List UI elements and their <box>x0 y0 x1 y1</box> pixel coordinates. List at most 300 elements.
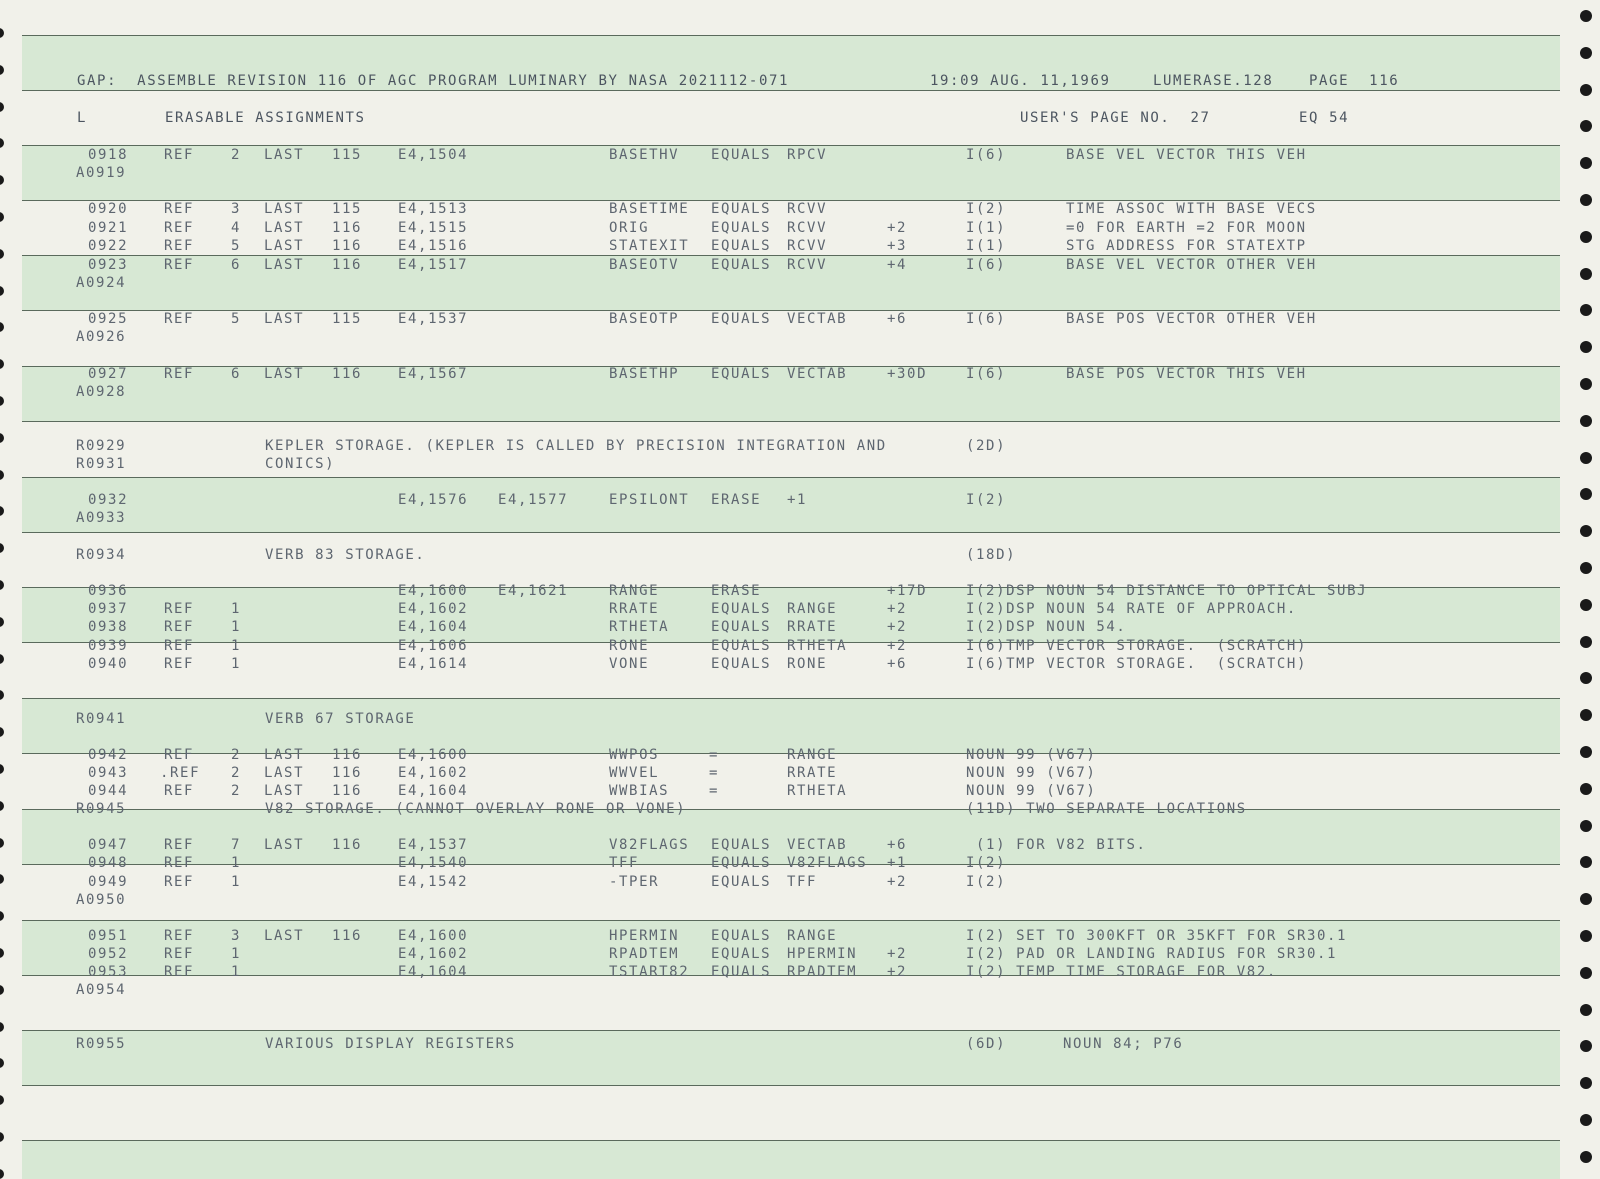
row-operand: RANGE <box>787 747 838 763</box>
row-operand: RANGE <box>787 601 838 617</box>
row-operand: RCVV <box>787 220 828 236</box>
band-rule <box>22 1030 1560 1031</box>
row-type: REF <box>164 311 195 327</box>
row-loc: E4,1515 <box>398 220 469 236</box>
row-refno: 6 <box>231 366 242 382</box>
row-seq: R0931 <box>76 456 127 472</box>
band-rule <box>22 421 1560 422</box>
tractor-hole-icon <box>1580 893 1592 905</box>
row-last: LAST <box>264 783 305 799</box>
row-rev: 116 <box>332 928 363 944</box>
row-op: ERASE <box>711 583 762 599</box>
row-loc: E4,1602 <box>398 601 469 617</box>
tractor-hole-icon <box>0 948 4 958</box>
row-op: = <box>709 783 720 799</box>
row-size: I(2) <box>966 874 1007 890</box>
row-type: REF <box>164 366 195 382</box>
row-offset: +2 <box>887 638 908 654</box>
row-op: EQUALS <box>711 257 772 273</box>
row-size: (2D) <box>966 438 1007 454</box>
row-op: = <box>709 747 720 763</box>
tractor-hole-icon <box>1580 856 1592 868</box>
row-seq: 0922 <box>88 238 129 254</box>
tractor-hole-icon <box>1580 746 1592 758</box>
tractor-hole-icon <box>1580 415 1592 427</box>
row-operand: VECTAB <box>787 366 848 382</box>
row-rev: 116 <box>332 366 363 382</box>
row-comment: BASE VEL VECTOR OTHER VEH <box>1066 257 1317 273</box>
tractor-hole-icon <box>1580 231 1592 243</box>
row-size: I(2) PAD OR LANDING RADIUS FOR SR30.1 <box>966 946 1338 962</box>
tractor-hole-icon <box>0 617 4 627</box>
tractor-hole-icon <box>0 690 4 700</box>
row-size: I(1) <box>966 220 1007 236</box>
tractor-hole-icon <box>0 28 4 38</box>
row-size: (6D) <box>966 1036 1007 1052</box>
row-label: VONE <box>609 656 650 672</box>
row-label: ORIG <box>609 220 650 236</box>
row-offset: +2 <box>887 220 908 236</box>
row-operand: VECTAB <box>787 311 848 327</box>
band-rule <box>22 920 1560 921</box>
row-operand: RTHETA <box>787 783 848 799</box>
tractor-hole-icon <box>0 911 4 921</box>
tractor-hole-icon <box>0 727 4 737</box>
tractor-hole-icon <box>1580 967 1592 979</box>
row-text: VERB 67 STORAGE <box>265 711 416 727</box>
row-loc2: E4,1621 <box>498 583 569 599</box>
row-op: EQUALS <box>711 964 772 980</box>
row-label: V82FLAGS <box>609 837 690 853</box>
row-op: EQUALS <box>711 238 772 254</box>
row-type: REF <box>164 601 195 617</box>
tractor-hole-icon <box>1580 452 1592 464</box>
row-loc: E4,1567 <box>398 366 469 382</box>
row-last: LAST <box>264 220 305 236</box>
row-size: I(1) <box>966 238 1007 254</box>
tractor-hole-icon <box>0 506 4 516</box>
tractor-hole-icon <box>0 286 4 296</box>
tractor-hole-icon <box>1580 1114 1592 1126</box>
row-refno: 3 <box>231 928 242 944</box>
row-type: REF <box>164 147 195 163</box>
row-label: BASETHP <box>609 366 680 382</box>
row-rev: 116 <box>332 238 363 254</box>
row-seq: 0938 <box>88 619 129 635</box>
row-offset: +2 <box>887 874 908 890</box>
row-op: EQUALS <box>711 147 772 163</box>
row-rev: 116 <box>332 783 363 799</box>
tractor-hole-icon <box>0 543 4 553</box>
row-op: = <box>709 765 720 781</box>
row-type: REF <box>164 656 195 672</box>
row-last: LAST <box>264 147 305 163</box>
row-seq: 0953 <box>88 964 129 980</box>
row-refno: 1 <box>231 855 242 871</box>
tractor-hole-icon <box>1580 84 1592 96</box>
row-comment: STG ADDRESS FOR STATEXTP <box>1066 238 1307 254</box>
row-size: (11D) TWO SEPARATE LOCATIONS <box>966 801 1247 817</box>
row-seq: R0945 <box>76 801 127 817</box>
tractor-hole-icon <box>0 322 4 332</box>
row-seq: 0952 <box>88 946 129 962</box>
row-operand: TFF <box>787 874 818 890</box>
row-loc: E4,1614 <box>398 656 469 672</box>
row-loc: E4,1504 <box>398 147 469 163</box>
row-loc: E4,1600 <box>398 583 469 599</box>
row-type: REF <box>164 619 195 635</box>
row-text: VARIOUS DISPLAY REGISTERS <box>265 1036 516 1052</box>
tractor-hole-icon <box>1580 120 1592 132</box>
tractor-hole-icon <box>0 1058 4 1068</box>
band-rule <box>22 90 1560 91</box>
row-seq: A0919 <box>76 165 127 181</box>
row-loc: E4,1602 <box>398 765 469 781</box>
row-label: BASEOTP <box>609 311 680 327</box>
row-seq: 0948 <box>88 855 129 871</box>
row-refno: 2 <box>231 747 242 763</box>
row-offset: +6 <box>887 311 908 327</box>
row-size: I(2) SET TO 300KFT OR 35KFT FOR SR30.1 <box>966 928 1348 944</box>
row-type: REF <box>164 946 195 962</box>
tractor-hole-icon <box>0 764 4 774</box>
row-last: LAST <box>264 238 305 254</box>
row-type: REF <box>164 257 195 273</box>
row-loc: E4,1513 <box>398 201 469 217</box>
row-operand: RONE <box>787 656 828 672</box>
row-operand: +1 <box>787 492 808 508</box>
row-comment: TIME ASSOC WITH BASE VECS <box>1066 201 1317 217</box>
row-op: EQUALS <box>711 855 772 871</box>
row-seq: R0934 <box>76 547 127 563</box>
row-last: LAST <box>264 366 305 382</box>
row-loc: E4,1517 <box>398 257 469 273</box>
row-label: RANGE <box>609 583 660 599</box>
tractor-hole-icon <box>0 1095 4 1105</box>
tractor-hole-icon <box>0 433 4 443</box>
row-operand: RRATE <box>787 619 838 635</box>
tractor-hole-icon <box>1580 1040 1592 1052</box>
row-rev: 116 <box>332 837 363 853</box>
tractor-hole-icon <box>1580 1151 1592 1163</box>
row-refno: 1 <box>231 946 242 962</box>
row-refno: 3 <box>231 201 242 217</box>
band-rule <box>22 477 1560 478</box>
row-loc2: E4,1577 <box>498 492 569 508</box>
header-page-number: PAGE 116 <box>1309 73 1400 89</box>
tractor-hole-icon <box>1580 930 1592 942</box>
row-seq: 0939 <box>88 638 129 654</box>
row-type: REF <box>164 238 195 254</box>
header-assembly-line: GAP: ASSEMBLE REVISION 116 OF AGC PROGRAM LUMINARY BY NASA 2021112-071 <box>77 73 790 89</box>
row-operand: RCVV <box>787 257 828 273</box>
row-seq: 0947 <box>88 837 129 853</box>
subheader-users-page: USER'S PAGE NO. 27 <box>1020 110 1211 126</box>
row-operand: RPCV <box>787 147 828 163</box>
row-offset: +2 <box>887 619 908 635</box>
row-operand: RTHETA <box>787 638 848 654</box>
row-label: -TPER <box>609 874 660 890</box>
tractor-hole-icon <box>1580 562 1592 574</box>
row-size: I(2) <box>966 492 1007 508</box>
row-size: (1) FOR V82 BITS. <box>966 837 1147 853</box>
row-size: I(2)DSP NOUN 54 RATE OF APPROACH. <box>966 601 1297 617</box>
tractor-hole-icon <box>1580 378 1592 390</box>
row-seq: A0933 <box>76 510 127 526</box>
row-offset: +17D <box>887 583 928 599</box>
tractor-hole-icon <box>0 654 4 664</box>
row-text: KEPLER STORAGE. (KEPLER IS CALLED BY PRECISION INTEGRATION AND <box>265 438 887 454</box>
row-label: BASETIME <box>609 201 690 217</box>
green-band <box>22 1140 1560 1179</box>
row-label: RRATE <box>609 601 660 617</box>
row-offset: +6 <box>887 656 908 672</box>
row-comment: NOUN 84; P76 <box>1063 1036 1184 1052</box>
row-seq: R0941 <box>76 711 127 727</box>
row-text: VERB 83 STORAGE. <box>265 547 426 563</box>
row-label: TFF <box>609 855 640 871</box>
row-seq: A0954 <box>76 982 127 998</box>
tractor-hole-icon <box>1580 268 1592 280</box>
row-seq: 0942 <box>88 747 129 763</box>
row-loc: E4,1604 <box>398 619 469 635</box>
tractor-hole-icon <box>0 138 4 148</box>
row-size: I(6)TMP VECTOR STORAGE. (SCRATCH) <box>966 656 1307 672</box>
row-size: I(6) <box>966 366 1007 382</box>
tractor-hole-icon <box>0 985 4 995</box>
tractor-hole-icon <box>0 102 4 112</box>
row-size: I(2) <box>966 855 1007 871</box>
row-label: WWVEL <box>609 765 660 781</box>
row-refno: 6 <box>231 257 242 273</box>
row-refno: 1 <box>231 874 242 890</box>
row-last: LAST <box>264 201 305 217</box>
row-seq: 0920 <box>88 201 129 217</box>
row-label: WWPOS <box>609 747 660 763</box>
row-seq: 0923 <box>88 257 129 273</box>
row-type: REF <box>164 220 195 236</box>
row-size: I(6) <box>966 311 1007 327</box>
header-datetime: 19:09 AUG. 11,1969 <box>930 73 1111 89</box>
row-size: I(6)TMP VECTOR STORAGE. (SCRATCH) <box>966 638 1307 654</box>
tractor-hole-icon <box>1580 1077 1592 1089</box>
row-comment: =0 FOR EARTH =2 FOR MOON <box>1066 220 1307 236</box>
row-size: I(2) TEMP TIME STORAGE FOR V82. <box>966 964 1277 980</box>
row-rev: 116 <box>332 765 363 781</box>
row-last: LAST <box>264 837 305 853</box>
band-rule <box>22 1085 1560 1086</box>
row-refno: 7 <box>231 837 242 853</box>
band-rule <box>22 809 1560 810</box>
row-loc: E4,1600 <box>398 928 469 944</box>
row-op: EQUALS <box>711 638 772 654</box>
band-rule <box>22 698 1560 699</box>
row-loc: E4,1606 <box>398 638 469 654</box>
row-op: ERASE <box>711 492 762 508</box>
row-operand: RANGE <box>787 928 838 944</box>
row-comment: BASE POS VECTOR OTHER VEH <box>1066 311 1317 327</box>
row-size: NOUN 99 (V67) <box>966 747 1097 763</box>
tractor-hole-icon <box>1580 672 1592 684</box>
row-seq: 0932 <box>88 492 129 508</box>
tractor-hole-icon <box>1580 709 1592 721</box>
row-op: EQUALS <box>711 311 772 327</box>
row-label: BASETHV <box>609 147 680 163</box>
tractor-hole-icon <box>0 801 4 811</box>
row-refno: 4 <box>231 220 242 236</box>
row-type: REF <box>164 837 195 853</box>
row-rev: 116 <box>332 220 363 236</box>
row-comment: BASE VEL VECTOR THIS VEH <box>1066 147 1307 163</box>
tractor-hole-icon <box>1580 525 1592 537</box>
tractor-hole-icon <box>1580 341 1592 353</box>
tractor-hole-icon <box>0 249 4 259</box>
row-loc: E4,1537 <box>398 837 469 853</box>
row-rev: 116 <box>332 747 363 763</box>
row-comment: BASE POS VECTOR THIS VEH <box>1066 366 1307 382</box>
header-file: LUMERASE.128 <box>1153 73 1274 89</box>
row-type: .REF <box>160 765 201 781</box>
row-refno: 1 <box>231 656 242 672</box>
row-refno: 2 <box>231 147 242 163</box>
tractor-hole-icon <box>0 359 4 369</box>
row-type: REF <box>164 855 195 871</box>
row-offset: +2 <box>887 964 908 980</box>
row-label: WWBIAS <box>609 783 670 799</box>
row-text: V82 STORAGE. (CANNOT OVERLAY RONE OR VONE) <box>265 801 687 817</box>
tractor-hole-icon <box>0 580 4 590</box>
row-seq: 0949 <box>88 874 129 890</box>
row-size: I(2)DSP NOUN 54. <box>966 619 1127 635</box>
row-seq: 0936 <box>88 583 129 599</box>
tractor-hole-icon <box>0 212 4 222</box>
row-last: LAST <box>264 257 305 273</box>
row-loc: E4,1537 <box>398 311 469 327</box>
row-seq: A0924 <box>76 275 127 291</box>
subheader-level: L <box>77 110 88 126</box>
row-seq: A0950 <box>76 892 127 908</box>
row-offset: +2 <box>887 946 908 962</box>
row-offset: +3 <box>887 238 908 254</box>
row-operand: RCVV <box>787 201 828 217</box>
tractor-hole-icon <box>0 1022 4 1032</box>
row-rev: 115 <box>332 201 363 217</box>
row-refno: 1 <box>231 964 242 980</box>
row-offset: +2 <box>887 601 908 617</box>
tractor-hole-icon <box>1580 783 1592 795</box>
tractor-hole-icon <box>0 838 4 848</box>
row-refno: 1 <box>231 619 242 635</box>
row-seq: 0927 <box>88 366 129 382</box>
row-last: LAST <box>264 765 305 781</box>
row-offset: +4 <box>887 257 908 273</box>
green-band <box>22 698 1560 753</box>
row-type: REF <box>164 928 195 944</box>
row-op: EQUALS <box>711 946 772 962</box>
tractor-hole-icon <box>0 470 4 480</box>
row-type: REF <box>164 874 195 890</box>
row-text: CONICS) <box>265 456 336 472</box>
row-rev: 115 <box>332 311 363 327</box>
tractor-hole-icon <box>0 1132 4 1142</box>
row-op: EQUALS <box>711 220 772 236</box>
row-refno: 5 <box>231 311 242 327</box>
row-offset: +6 <box>887 837 908 853</box>
row-loc: E4,1604 <box>398 783 469 799</box>
band-rule <box>22 532 1560 533</box>
row-label: RTHETA <box>609 619 670 635</box>
row-size: NOUN 99 (V67) <box>966 765 1097 781</box>
row-seq: 0921 <box>88 220 129 236</box>
row-seq: R0929 <box>76 438 127 454</box>
row-seq: 0944 <box>88 783 129 799</box>
row-op: EQUALS <box>711 619 772 635</box>
tractor-hole-icon <box>1580 1004 1592 1016</box>
row-rev: 116 <box>332 257 363 273</box>
row-loc: E4,1576 <box>398 492 469 508</box>
row-loc: E4,1600 <box>398 747 469 763</box>
row-seq: 0925 <box>88 311 129 327</box>
row-loc: E4,1542 <box>398 874 469 890</box>
row-label: RONE <box>609 638 650 654</box>
tractor-hole-icon <box>1580 194 1592 206</box>
row-operand: HPERMIN <box>787 946 858 962</box>
row-operand: V82FLAGS <box>787 855 868 871</box>
band-rule <box>22 1140 1560 1141</box>
row-last: LAST <box>264 928 305 944</box>
tractor-hole-icon <box>1580 157 1592 169</box>
green-band <box>22 1030 1560 1085</box>
row-op: EQUALS <box>711 601 772 617</box>
row-operand: VECTAB <box>787 837 848 853</box>
row-offset: +30D <box>887 366 928 382</box>
row-loc: E4,1604 <box>398 964 469 980</box>
row-size: I(6) <box>966 257 1007 273</box>
row-offset: +1 <box>887 855 908 871</box>
row-refno: 2 <box>231 783 242 799</box>
row-refno: 2 <box>231 765 242 781</box>
row-label: TSTART82 <box>609 964 690 980</box>
row-op: EQUALS <box>711 874 772 890</box>
tractor-hole-icon <box>0 396 4 406</box>
row-type: REF <box>164 747 195 763</box>
row-loc: E4,1602 <box>398 946 469 962</box>
row-size: I(6) <box>966 147 1007 163</box>
row-size: I(2) <box>966 201 1007 217</box>
tractor-hole-icon <box>0 874 4 884</box>
row-loc: E4,1540 <box>398 855 469 871</box>
row-op: EQUALS <box>711 928 772 944</box>
row-seq: R0955 <box>76 1036 127 1052</box>
row-type: REF <box>164 783 195 799</box>
tractor-hole-icon <box>1580 488 1592 500</box>
subheader-title: ERASABLE ASSIGNMENTS <box>165 110 366 126</box>
row-op: EQUALS <box>711 366 772 382</box>
band-rule <box>22 35 1560 36</box>
row-label: STATEXIT <box>609 238 690 254</box>
row-seq: A0926 <box>76 329 127 345</box>
tractor-hole-icon <box>1580 636 1592 648</box>
row-seq: 0940 <box>88 656 129 672</box>
row-label: HPERMIN <box>609 928 680 944</box>
row-label: EPSILONT <box>609 492 690 508</box>
row-seq: 0937 <box>88 601 129 617</box>
subheader-eq: EQ 54 <box>1299 110 1350 126</box>
row-type: REF <box>164 964 195 980</box>
row-operand: RCVV <box>787 238 828 254</box>
row-operand: RPADTEM <box>787 964 858 980</box>
row-size: I(2)DSP NOUN 54 DISTANCE TO OPTICAL SUBJ <box>966 583 1368 599</box>
